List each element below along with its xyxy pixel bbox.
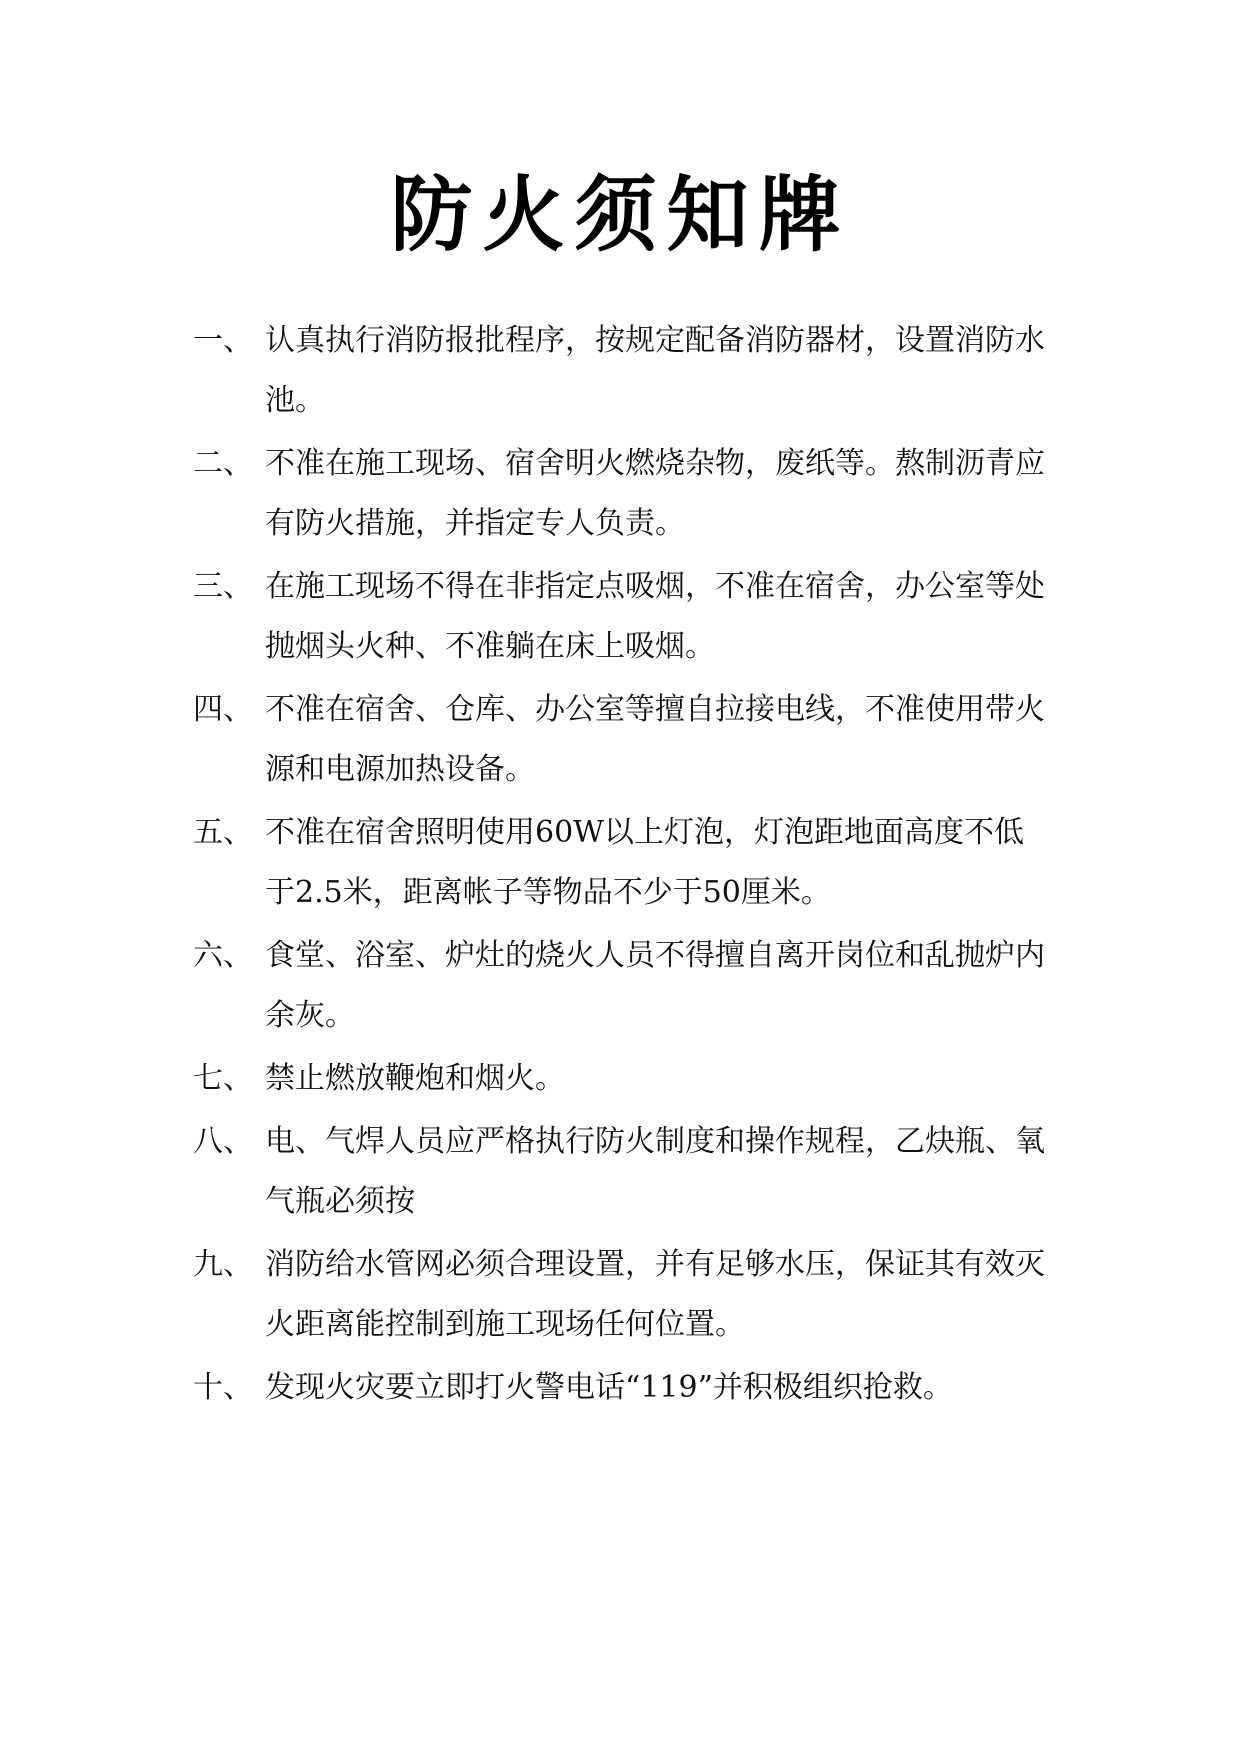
rule-text: 发现火灾要立即打火警电话“119”并积极组织抢救。 xyxy=(265,1370,953,1405)
rule-item-4 xyxy=(193,680,1053,800)
rule-number: 十、 xyxy=(193,1370,253,1405)
rule-number: 六、 xyxy=(193,938,253,973)
rule-text: 食堂、浴室、炉灶的烧火人员不得擅自离开岗位和乱抛炉内余灰。 xyxy=(265,938,1045,1033)
rule-number: 九、 xyxy=(193,1247,253,1282)
rule-number: 八、 xyxy=(193,1124,253,1159)
rule-item-1 xyxy=(193,311,1053,431)
page-title: 防火须知牌 xyxy=(390,167,851,263)
rule-text: 不准在宿舍、仓库、办公室等擅自拉接电线，不准使用带火源和电源加热设备。 xyxy=(265,692,1045,787)
rule-number: 七、 xyxy=(193,1061,253,1096)
rule-number: 四、 xyxy=(193,692,253,727)
rule-item-7 xyxy=(193,1049,1053,1109)
rule-text: 不准在施工现场、宿舍明火燃烧杂物，废纸等。熬制沥青应有防火措施，并指定专人负责。 xyxy=(265,446,1045,541)
rule-number: 一、 xyxy=(193,323,253,358)
rule-item-5 xyxy=(193,803,1053,923)
rule-text: 电、气焊人员应严格执行防火制度和操作规程，乙炔瓶、氧气瓶必须按 xyxy=(265,1124,1045,1219)
rule-text: 禁止燃放鞭炮和烟火。 xyxy=(265,1061,565,1096)
rule-number: 二、 xyxy=(193,446,253,481)
rule-text: 消防给水管网必须合理设置，并有足够水压，保证其有效灭火距离能控制到施工现场任何位置。 xyxy=(265,1247,1045,1342)
rule-item-3 xyxy=(193,557,1053,677)
rule-number: 五、 xyxy=(193,815,253,850)
rule-item-10 xyxy=(193,1358,1053,1418)
rule-item-8 xyxy=(193,1112,1053,1232)
rule-number: 三、 xyxy=(193,569,253,604)
rule-item-2 xyxy=(193,434,1053,554)
rule-text: 不准在宿舍照明使用60W以上灯泡，灯泡距地面高度不低于2.5米，距离帐子等物品不少于50厘米。 xyxy=(265,815,1025,910)
rule-item-6 xyxy=(193,926,1053,1046)
rules-list xyxy=(193,311,1053,1421)
rule-text: 认真执行消防报批程序，按规定配备消防器材，设置消防水池。 xyxy=(265,323,1045,418)
rule-item-9 xyxy=(193,1235,1053,1355)
rule-text: 在施工现场不得在非指定点吸烟，不准在宿舍，办公室等处抛烟头火种、不准躺在床上吸烟。 xyxy=(265,569,1045,664)
